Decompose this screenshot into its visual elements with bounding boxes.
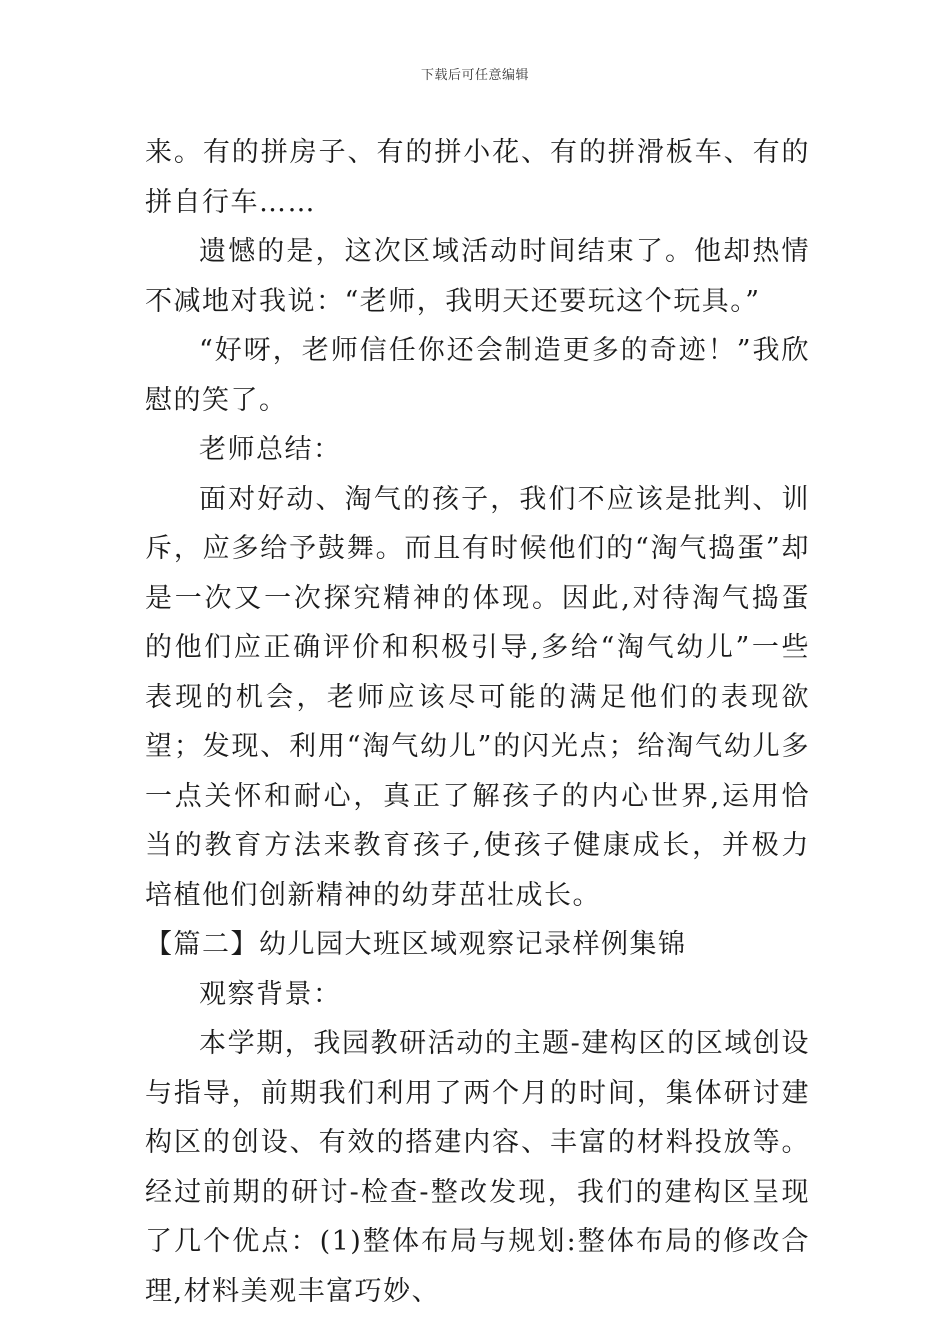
page-header: 下载后可任意编辑 [420, 68, 529, 83]
paragraph-continuation: 来。有的拼房子、有的拼小花、有的拼滑板车、有的拼自行车…… [145, 137, 810, 218]
paragraph-summary-label: 老师总结： [199, 434, 342, 465]
paragraph-background-label: 观察背景： [199, 978, 342, 1010]
paragraph-background-body: 本学期，我园教研活动的主题-建构区的区域创设与指导，前期我们利用了两个月的时间，集体研讨建构区的创设、有效的搭建内容、丰富的材料投放等。经过前期的研讨-检查-整改发现，我们的建构区呈现了几个优点：(1)整体布局与规划:整体布局的修改合理,材料美观丰富巧妙、 [145, 1028, 810, 1307]
paragraph-reply: “好呀，老师信任你还会制造更多的奇迹！”我欣慰的笑了。 [145, 335, 810, 416]
paragraph-regret: 遗憾的是，这次区域活动时间结束了。他却热情不减地对我说：“老师，我明天还要玩这个玩具。” [145, 236, 810, 317]
document-body [145, 128, 810, 1316]
section-heading: 【篇二】幼儿园大班区域观察记录样例集锦 [145, 929, 687, 960]
paragraph-summary-body: 面对好动、淘气的孩子，我们不应该是批判、训斥，应多给予鼓舞。而且有时候他们的“淘气捣蛋”却是一次又一次探究精神的体现。因此,对待淘气捣蛋的他们应正确评价和积极引导,多给“淘气幼儿”一些表现的机会，老师应该尽可能的满足他们的表现欲望；发现、利用“淘气幼儿”的闪光点；给淘气幼儿多一点关怀和耐心，真正了解孩子的内心世界,运用恰当的教育方法来教育孩子,使孩子健康成长，并极力培植他们创新精神的幼芽茁壮成长。 [145, 483, 810, 911]
